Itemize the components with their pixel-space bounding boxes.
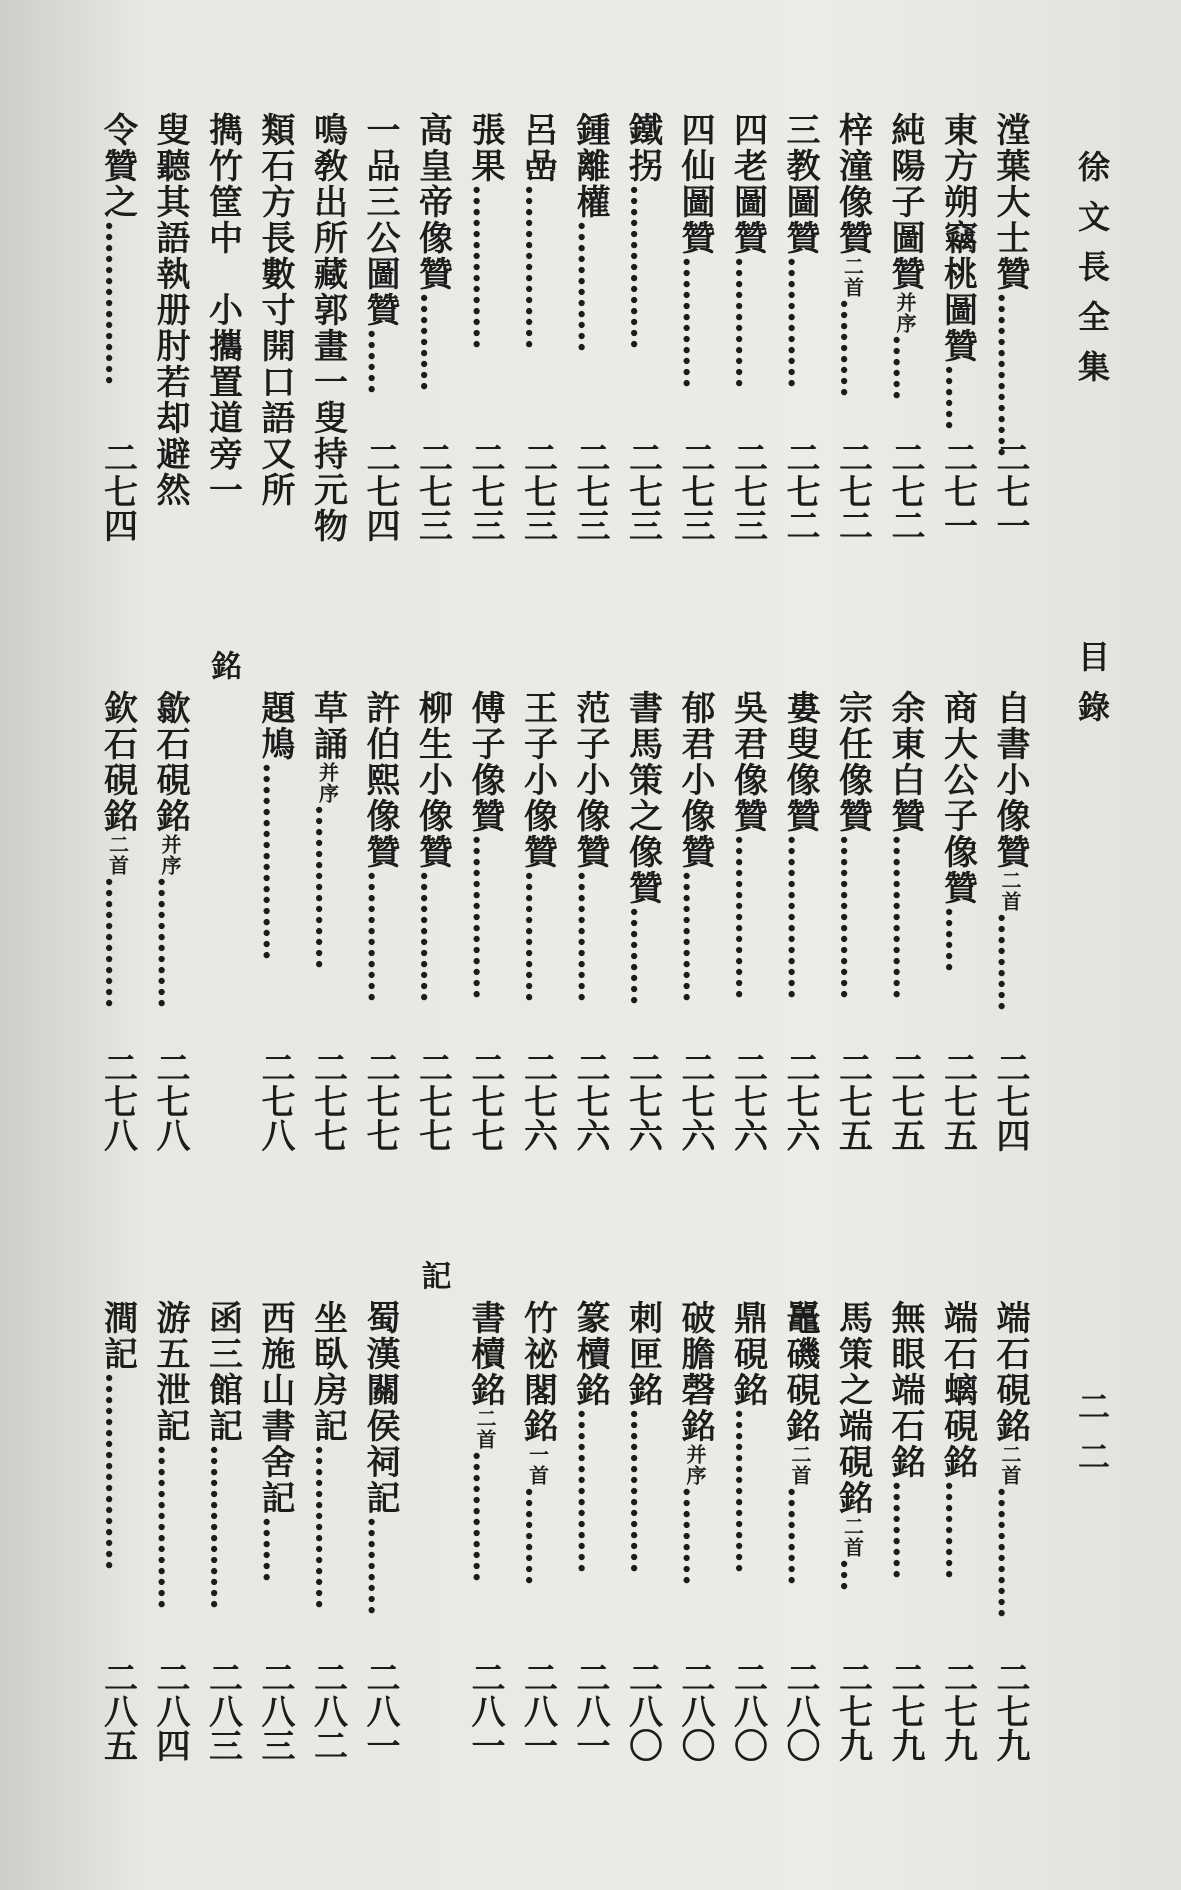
toc-entry-page: 二七三 (517, 440, 558, 542)
toc-entry-title: 鐵拐 (622, 112, 663, 184)
toc-entry (465, 690, 505, 999)
toc-entry-leader: ……… (360, 1516, 400, 1615)
toc-entry-page: 二七六 (675, 1050, 715, 1152)
toc-entry-leader: ……… (780, 1486, 820, 1585)
toc-entry (938, 112, 978, 430)
toc-entry (360, 1300, 400, 1615)
toc-entry (308, 1300, 348, 1609)
toc-entry-leader: …………… (622, 184, 663, 349)
toc-entry-leader: ………… (675, 870, 715, 1002)
toc-entry-page: 二八三 (255, 1660, 295, 1762)
toc-entry (98, 1300, 138, 1570)
toc-entry-title: 許伯熙像贊 (360, 690, 400, 870)
toc-entry-leader: …………… (622, 1408, 663, 1573)
toc-entry-title: 郁君小像贊 (675, 690, 715, 870)
toc-entry (990, 1300, 1030, 1618)
toc-entry-leader: ………… (150, 876, 190, 1008)
toc-entry-leader: …………… (307, 1444, 348, 1609)
toc-entry-page: 二八一 (465, 1660, 505, 1762)
toc-entry-page: 二七七 (360, 1050, 400, 1152)
toc-entry (255, 1300, 295, 1582)
toc-entry-title: 令贊之 (97, 112, 138, 220)
toc-entry-title: 高皇帝像贊 (412, 112, 453, 292)
toc-entry-page: 二七八 (150, 1050, 190, 1152)
toc-entry-leader: …… (937, 906, 978, 972)
toc-entry-page: 二七三 (570, 440, 610, 542)
toc-entry (518, 112, 558, 349)
toc-entry-title: 鼎硯銘 (727, 1300, 768, 1408)
toc-entry (360, 112, 400, 394)
toc-entry-note: 并序 (893, 292, 917, 334)
toc-entry-title: 無眼端石銘 (885, 1300, 925, 1480)
toc-entry-title: 歙石硯銘 (150, 690, 190, 834)
toc-entry-page: 二七九 (990, 1660, 1030, 1762)
toc-entry-page: 二七三 (465, 440, 505, 542)
toc-entry-page: 二七三 (675, 440, 715, 542)
toc-entry-title: 柳生小像贊 (412, 690, 453, 870)
toc-entry-leader: ………… (360, 870, 400, 1002)
toc-entry-note: 并序 (315, 762, 340, 804)
toc-entry-page: 二七三 (727, 440, 768, 542)
toc-entry-title: 四仙圖贊 (675, 112, 715, 256)
toc-entry-title: 叟聽其語執册肘若却避然 (150, 112, 190, 508)
toc-entry-title: 函三館記 (202, 1300, 243, 1444)
toc-entry-title: 四老圖贊 (727, 112, 768, 256)
toc-entry (885, 1300, 925, 1579)
toc-entry-title: 書馬策之像贊 (622, 690, 663, 906)
toc-entry-leader: ………… (412, 870, 453, 1002)
toc-entry-page: 二八〇 (675, 1660, 715, 1762)
toc-entry-title: 游五泄記 (150, 1300, 190, 1444)
toc-entry (98, 112, 138, 385)
section-heading: 銘 (205, 650, 241, 682)
toc-entry-leader: ……… (412, 292, 453, 391)
toc-entry-title: 端石硯銘 (990, 1300, 1030, 1444)
toc-entry-page: 二八二 (307, 1660, 348, 1762)
toc-entry-page: 二七六 (570, 1050, 610, 1152)
toc-entry (780, 112, 820, 388)
toc-entry-page: 二七六 (517, 1050, 558, 1152)
section-title: 目錄 (1073, 640, 1111, 740)
toc-entry-title: 鼉磯硯銘 (780, 1300, 820, 1444)
toc-entry-leader: ……………… (97, 1372, 138, 1570)
toc-entry (675, 1300, 715, 1585)
toc-entry-title: 刺匣銘 (622, 1300, 663, 1408)
toc-entry-note: 二首 (105, 834, 130, 876)
toc-entry (938, 690, 978, 972)
toc-entry (675, 112, 715, 388)
toc-entry (203, 1300, 243, 1609)
toc-entry-leader: …………… (150, 1444, 190, 1609)
toc-entry-title: 自書小像贊 (990, 690, 1030, 870)
toc-entry (885, 112, 925, 400)
toc-entry (570, 1300, 610, 1573)
book-title: 徐文長全集 (1073, 150, 1111, 400)
toc-entry (150, 1300, 190, 1609)
toc-entry-page: 二八〇 (780, 1660, 820, 1762)
toc-entry (728, 690, 768, 999)
toc-entry-leader: …………… (780, 834, 820, 999)
toc-entry-title: 宗任像贊 (832, 690, 873, 834)
toc-entry-page: 二八三 (202, 1660, 243, 1762)
toc-entry-title: 婁叟像贊 (780, 690, 820, 834)
toc-entry-title: 三教圖贊 (780, 112, 820, 256)
toc-entry-title: 書櫝銘 (465, 1300, 505, 1408)
toc-entry-title: 一品三公圖贊 (360, 112, 400, 328)
toc-entry-title: 澗記 (97, 1300, 138, 1372)
toc-entry-page: 二七五 (937, 1050, 978, 1152)
toc-entry-page: 二八一 (517, 1660, 558, 1762)
toc-entry-title: 竹祕閣銘 (517, 1300, 558, 1444)
toc-entry (623, 690, 663, 1005)
toc-entry (675, 690, 715, 1002)
toc-entry-title: 馬策之端硯銘 (832, 1300, 873, 1516)
toc-entry-leader: …… (360, 328, 400, 394)
toc-entry-leader: ………… (465, 1450, 505, 1582)
toc-entry-title: 鍾離權 (570, 112, 610, 220)
toc-entry-leader: ………… (570, 220, 610, 352)
toc-entry (203, 112, 243, 508)
toc-entry-page: 二七一 (990, 440, 1030, 542)
toc-entry-page: 二七九 (885, 1660, 925, 1762)
toc-entry-title: 類石方長數寸開口語又所 (255, 112, 295, 508)
toc-entry (518, 1300, 558, 1585)
toc-entry-note: 二首 (840, 256, 865, 298)
toc-entry-leader: … (832, 1558, 873, 1591)
toc-entry (308, 690, 348, 969)
toc-entry (885, 690, 925, 999)
toc-entry-title: 漟葉大士贊 (990, 112, 1030, 292)
toc-entry-leader: …………… (990, 292, 1030, 457)
toc-entry-title: 呂嵒 (517, 112, 558, 184)
toc-entry-title: 擕竹筐中 小攜置道旁一 (202, 112, 243, 508)
toc-entry-leader: …………… (465, 184, 505, 349)
toc-entry (413, 690, 453, 1002)
toc-entry-page: 二八一 (570, 1660, 610, 1762)
toc-entry-page: 二七四 (97, 440, 138, 542)
toc-entry-title: 東方朔竊桃圖贊 (937, 112, 978, 364)
toc-entry-title: 端石螭硯銘 (937, 1300, 978, 1480)
toc-entry-leader: …… (255, 1516, 295, 1582)
toc-entry-page: 二七八 (255, 1050, 295, 1152)
toc-entry-leader: ……………… (255, 762, 295, 960)
toc-entry-page: 二七六 (780, 1050, 820, 1152)
toc-entry-leader: ………… (990, 1486, 1030, 1618)
toc-entry-note: 二首 (788, 1444, 812, 1486)
toc-entry-leader: …………… (517, 184, 558, 349)
toc-entry-title: 梓潼像贊 (832, 112, 873, 256)
toc-entry (938, 1300, 978, 1579)
toc-entry-note: 并序 (683, 1444, 707, 1486)
toc-entry-page: 二七三 (412, 440, 453, 542)
toc-entry-page: 二七九 (832, 1660, 873, 1762)
toc-entry-page: 二八一 (360, 1660, 400, 1762)
toc-entry (255, 690, 295, 960)
toc-entry (780, 690, 820, 999)
toc-entry-title: 吳君像贊 (727, 690, 768, 834)
toc-entry-page: 二七二 (885, 440, 925, 542)
toc-entry (833, 690, 873, 999)
toc-entry-page: 二八四 (150, 1660, 190, 1762)
toc-entry-page: 二七二 (780, 440, 820, 542)
toc-entry-leader: ………… (780, 256, 820, 388)
toc-entry-leader: ………… (570, 870, 610, 1002)
toc-entry-leader: ………… (727, 256, 768, 388)
toc-entry (570, 690, 610, 1002)
toc-entry-leader: …… (937, 364, 978, 430)
toc-entry-page: 二七四 (360, 440, 400, 542)
toc-entry (570, 112, 610, 352)
toc-entry-title: 王子小像贊 (517, 690, 558, 870)
page-number: 二二 (1073, 1390, 1111, 1490)
toc-entry-page: 二八〇 (622, 1660, 663, 1762)
toc-entry-title: 純陽子圖贊 (885, 112, 925, 292)
toc-entry-leader: ……… (675, 1486, 715, 1585)
toc-entry (255, 112, 295, 508)
toc-entry-note: 一首 (525, 1444, 550, 1486)
toc-entry-page: 二七六 (622, 1050, 663, 1152)
toc-entry (990, 690, 1030, 1011)
toc-entry-leader: …………… (202, 1444, 243, 1609)
toc-entry-leader: …………… (832, 834, 873, 999)
toc-entry-title: 張果 (465, 112, 505, 184)
toc-entry-page: 二七三 (622, 440, 663, 542)
toc-entry-page: 二七九 (937, 1660, 978, 1762)
toc-entry-leader: …………… (885, 834, 925, 999)
toc-entry-leader: …… (885, 334, 925, 400)
toc-entry-note: 二首 (998, 870, 1022, 912)
toc-entry (150, 690, 190, 1008)
toc-entry (413, 112, 453, 391)
toc-entry-leader: ………… (517, 870, 558, 1002)
toc-entry-page: 二八五 (97, 1660, 138, 1762)
toc-entry-title: 余東白贊 (885, 690, 925, 834)
toc-entry-leader: …………… (570, 1408, 610, 1573)
toc-entry (833, 112, 873, 397)
toc-entry-title: 鳴敎出所藏郭畫一叟持元物 (307, 112, 348, 544)
toc-entry-leader: ……… (832, 298, 873, 397)
toc-entry-page: 二七五 (885, 1050, 925, 1152)
toc-entry-leader: …………… (307, 804, 348, 969)
toc-entry-title: 草誦 (307, 690, 348, 762)
toc-entry (623, 112, 663, 349)
toc-entry-page: 二八〇 (727, 1660, 768, 1762)
toc-entry-title: 欽石硯銘 (97, 690, 138, 834)
toc-entry (360, 690, 400, 1002)
toc-entry (98, 690, 138, 1008)
toc-entry-page: 二七八 (97, 1050, 138, 1152)
toc-entry-page: 二七六 (727, 1050, 768, 1152)
toc-entry (308, 112, 348, 544)
toc-entry-leader: ……… (937, 1480, 978, 1579)
toc-entry-title: 題鳩 (255, 690, 295, 762)
section-heading: 記 (415, 1260, 451, 1292)
toc-entry-leader: ………… (675, 256, 715, 388)
toc-entry-title: 范子小像贊 (570, 690, 610, 870)
toc-entry-title: 傅子像贊 (465, 690, 505, 834)
toc-entry-title: 西施山書舍記 (255, 1300, 295, 1516)
toc-entry (780, 1300, 820, 1585)
toc-entry-title: 破膽磬銘 (675, 1300, 715, 1444)
toc-entry (465, 1300, 505, 1582)
toc-entry-note: 二首 (998, 1444, 1022, 1486)
toc-entry-page: 二七一 (937, 440, 978, 542)
toc-entry-page: 二七七 (465, 1050, 505, 1152)
toc-entry-note: 并序 (158, 834, 182, 876)
toc-entry (728, 112, 768, 388)
toc-entry-page: 二七四 (990, 1050, 1030, 1152)
toc-entry-leader: ………… (97, 876, 138, 1008)
toc-entry-leader: ……… (990, 912, 1030, 1011)
toc-entry-page: 二七七 (307, 1050, 348, 1152)
toc-entry-page: 二七五 (832, 1050, 873, 1152)
toc-entry-leader: …………… (727, 834, 768, 999)
toc-entry-leader: …………… (727, 1408, 768, 1573)
toc-entry-leader: ……… (622, 906, 663, 1005)
toc-entry-leader: ……… (885, 1480, 925, 1579)
toc-entry-page: 二七七 (412, 1050, 453, 1152)
toc-entry (728, 1300, 768, 1573)
toc-entry-title: 蜀漢關侯祠記 (360, 1300, 400, 1516)
toc-entry-title: 篆櫝銘 (570, 1300, 610, 1408)
toc-entry (990, 112, 1030, 457)
toc-entry (150, 112, 190, 508)
toc-entry-page: 二七二 (832, 440, 873, 542)
toc-entry-leader: …………… (97, 220, 138, 385)
toc-entry (518, 690, 558, 1002)
toc-entry-leader: ……… (517, 1486, 558, 1585)
toc-entry (833, 1300, 873, 1591)
toc-entry-title: 坐臥房記 (307, 1300, 348, 1444)
toc-entry-note: 二首 (473, 1408, 497, 1450)
toc-entry-note: 二首 (840, 1516, 865, 1558)
toc-entry-title: 商大公子像贊 (937, 690, 978, 906)
toc-entry (623, 1300, 663, 1573)
toc-entry (465, 112, 505, 349)
toc-entry-leader: …………… (465, 834, 505, 999)
